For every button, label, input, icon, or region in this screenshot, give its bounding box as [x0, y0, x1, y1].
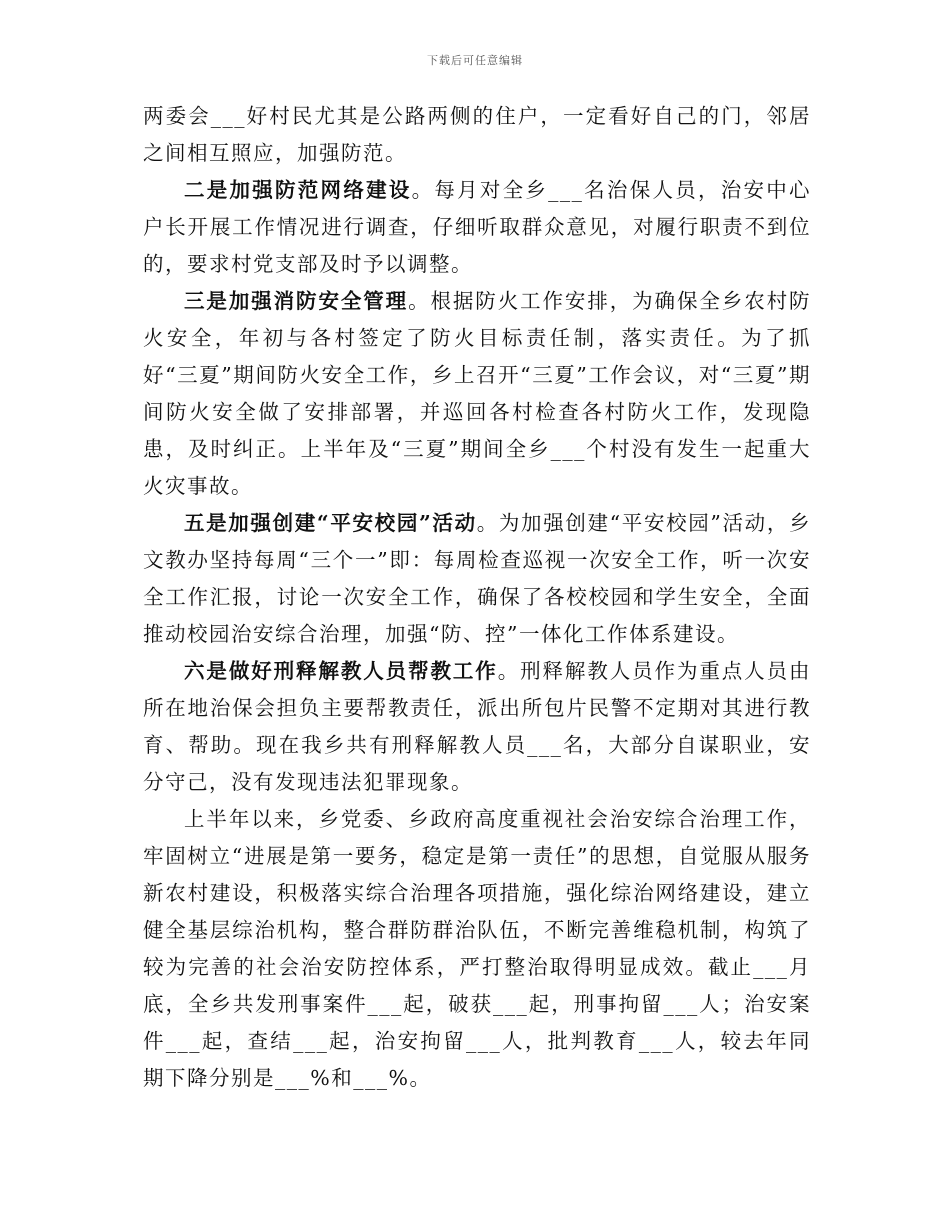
- paragraph-3-heading: 三是加强消防安全管理: [184, 289, 409, 313]
- paragraph-4: [143, 505, 811, 653]
- document-body: [143, 98, 811, 1097]
- paragraph-1-text: 两委会___好村民尤其是公路两侧的住户，一定看好自己的门，邻居之间相互照应，加强防范。: [143, 104, 811, 165]
- paragraph-6: [143, 801, 811, 1097]
- paragraph-5-text: 。刑释解教人员作为重点人员由所在地治保会担负主要帮教责任，派出所包片民警不定期对其进行教育、帮助。现在我乡共有刑释解教人员___名，大部分自谋职业，安分守己，没有发现违法犯罪现象。: [143, 659, 811, 794]
- paragraph-1: [143, 98, 811, 172]
- paragraph-2-text: 。每月对全乡___名治保人员，治安中心户长开展工作情况进行调查，仔细听取群众意见，对履行职责不到位的，要求村党支部及时予以调整。: [143, 178, 812, 276]
- page-header: 下载后可任意编辑: [427, 54, 523, 67]
- paragraph-5: [143, 653, 811, 801]
- paragraph-3: [143, 283, 811, 505]
- paragraph-5-heading: 六是做好刑释解教人员帮教工作: [184, 659, 498, 683]
- paragraph-2: [143, 172, 811, 283]
- paragraph-4-heading: 五是加强创建“平安校园”活动: [184, 511, 477, 535]
- paragraph-3-text: 。根据防火工作安排，为确保全乡农村防火安全，年初与各村签定了防火目标责任制，落实责任。为了抓好“三夏”期间防火安全工作，乡上召开“三夏”工作会议，对“三夏”期间防火安全做了安排部署，并巡回各村检查各村防火工作，发现隐患，及时纠正。上半年及“三夏”期间全乡___个村没有发生一起重大火灾事故。: [143, 289, 812, 498]
- paragraph-4-text: 。为加强创建“平安校园”活动，乡文教办坚持每周“三个一”即：每周检查巡视一次安全工作，听一次安全工作汇报，讨论一次安全工作，确保了各校校园和学生安全，全面推动校园治安综合治理，加强“防、控”一体化工作体系建设。: [143, 511, 811, 646]
- paragraph-2-heading: 二是加强防范网络建设: [184, 178, 412, 202]
- paragraph-6-text: 上半年以来，乡党委、乡政府高度重视社会治安综合治理工作，牢固树立“进展是第一要务，稳定是第一责任”的思想，自觉服从服务新农村建设，积极落实综合治理各项措施，强化综治网络建设，建立健全基层综治机构，整合群防群治队伍，不断完善维稳机制，构筑了较为完善的社会治安防控体系，严打整治取得明显成效。截止___月底，全乡共发刑事案件___起，破获___起，刑事拘留___人；治安案件___起，查结___起，治安拘留___人，批判教育___人，较去年同期下降分别是___%和___%。: [143, 807, 811, 1090]
